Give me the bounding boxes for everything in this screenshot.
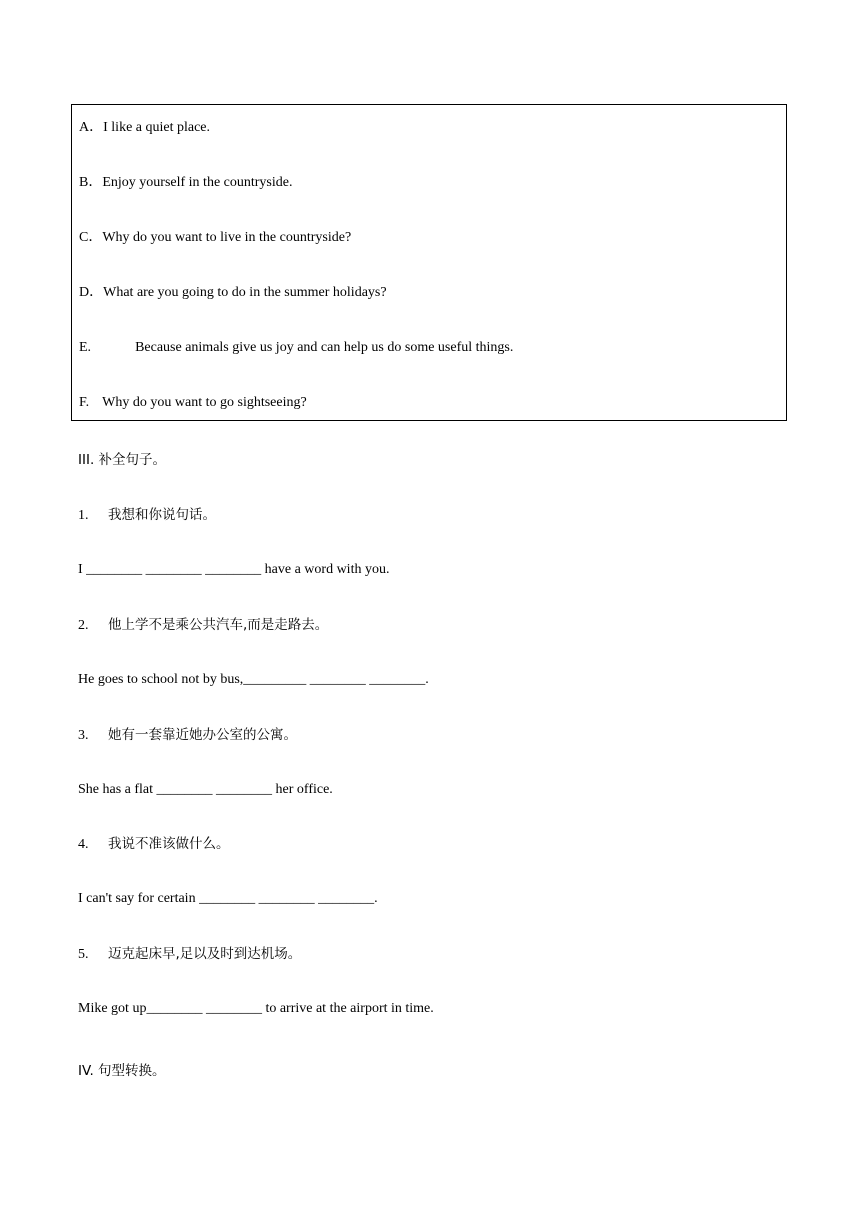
chinese-sentence: 他上学不是乘公共汽车,而是走路去。 — [108, 617, 329, 633]
option-letter: C． — [79, 230, 103, 245]
option-letter: E. — [79, 340, 92, 355]
item-5-english: Mike got up________ ________ to arrive at the airport in time. — [78, 1001, 434, 1016]
item-1-english: I ________ ________ ________ have a word with you. — [78, 562, 390, 577]
item-4-english: I can't say for certain ________ ________ ________. — [78, 891, 378, 906]
chinese-sentence: 我想和你说句话。 — [108, 507, 216, 523]
option-d — [79, 284, 387, 302]
item-3-chinese — [78, 726, 297, 745]
option-text: What are you going to do in the summer holidays? — [103, 285, 387, 300]
option-letter: A． — [79, 120, 104, 135]
option-e — [79, 339, 513, 357]
chinese-sentence: 我说不准该做什么。 — [108, 836, 230, 852]
item-number: 2. — [78, 618, 89, 633]
section-3-heading: III. 补全句子。 — [78, 452, 167, 468]
option-text: Why do you want to go sightseeing? — [102, 395, 307, 410]
option-letter: F. — [79, 395, 90, 410]
item-5-chinese — [78, 945, 301, 964]
option-b — [79, 174, 292, 192]
chinese-sentence: 她有一套靠近她办公室的公寓。 — [108, 727, 297, 743]
item-number: 3. — [78, 728, 89, 743]
option-c — [79, 229, 351, 247]
item-3-english: She has a flat ________ ________ her office. — [78, 782, 333, 797]
item-number: 1. — [78, 508, 89, 523]
option-f — [79, 394, 307, 412]
chinese-sentence: 迈克起床早,足以及时到达机场。 — [108, 946, 302, 962]
item-4-chinese — [78, 835, 230, 854]
options-box — [71, 104, 787, 421]
item-number: 4. — [78, 837, 89, 852]
option-text: Why do you want to live in the countryside? — [102, 230, 352, 245]
option-letter: B． — [79, 175, 103, 190]
section-4-heading: IV. 句型转换。 — [78, 1063, 166, 1079]
option-a — [79, 119, 210, 137]
item-number: 5. — [78, 947, 89, 962]
item-1-chinese — [78, 506, 216, 525]
item-2-english: He goes to school not by bus,_________ ________ ________. — [78, 672, 429, 687]
option-letter: D． — [79, 285, 104, 300]
option-text: Enjoy yourself in the countryside. — [102, 175, 293, 190]
option-text: Because animals give us joy and can help us do some useful things. — [135, 340, 514, 355]
item-2-chinese — [78, 616, 328, 635]
option-text: I like a quiet place. — [103, 120, 211, 135]
